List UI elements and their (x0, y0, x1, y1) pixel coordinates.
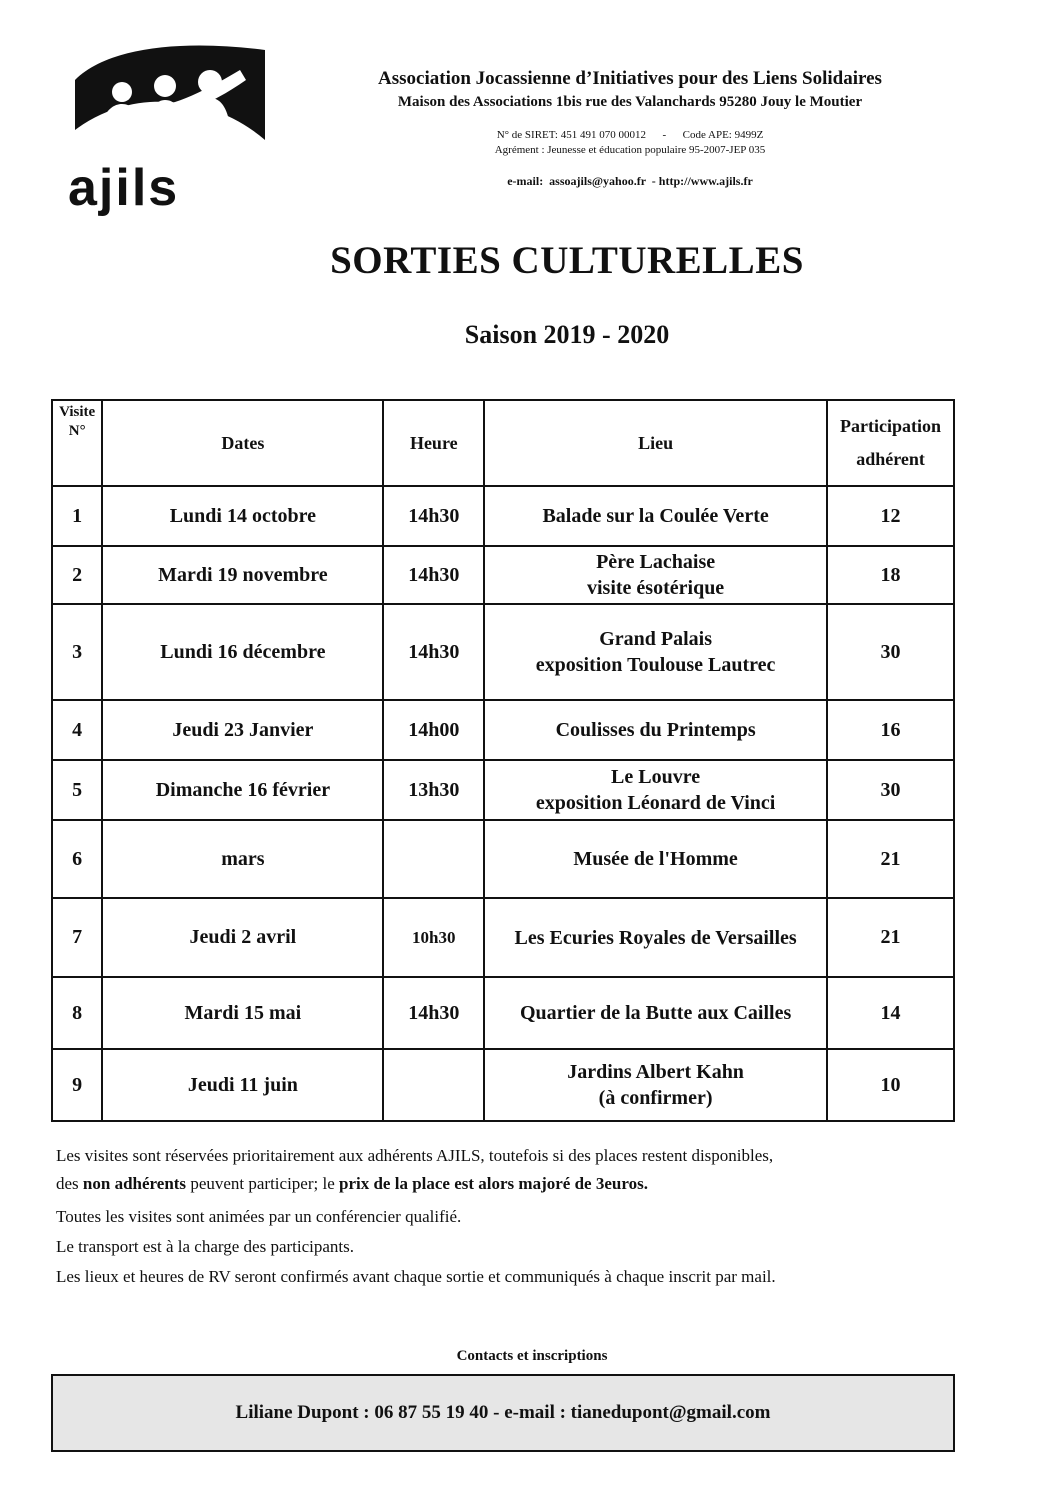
cell-lieu (484, 604, 827, 700)
cell-participation: 16 (827, 700, 954, 760)
cell-visit-number: 3 (52, 604, 102, 700)
cell-date: Mardi 19 novembre (102, 546, 383, 604)
people-logo-icon (70, 40, 270, 160)
cell-visit-number: 9 (52, 1049, 102, 1121)
header-participation (827, 400, 954, 486)
cell-date: Mardi 15 mai (102, 977, 383, 1049)
organization-contact: e-mail: assoajils@yahoo.fr - http://www.ajils.fr (507, 174, 753, 188)
cell-participation: 30 (827, 604, 954, 700)
contact-line: Liliane Dupont : 06 87 55 19 40 - e-mail : tianedupont@gmail.com (235, 1402, 771, 1423)
lieu-line-1: Coulisses du Printemps (555, 719, 756, 741)
cell-heure: 10h30 (383, 898, 484, 977)
cell-date: Jeudi 23 Janvier (102, 700, 383, 760)
lieu-line-1: Jardins Albert Kahn (567, 1061, 744, 1083)
cell-visit-number: 7 (52, 898, 102, 977)
note-line-1a: Les visites sont réservées prioritairement aux adhérents AJILS, toutefois si des places restent disponibles, (56, 1146, 774, 1165)
header-visite (52, 400, 102, 486)
organization-name: Association Jocassienne d’Initiatives pour des Liens Solidaires (378, 68, 882, 89)
cell-date: Lundi 16 décembre (102, 604, 383, 700)
cell-heure: 14h30 (383, 604, 484, 700)
header-visite-line1: Visite (59, 404, 96, 420)
table-row (52, 604, 954, 700)
organization-agrement: Agrément : Jeunesse et éducation populaire 95-2007-JEP 035 (494, 144, 766, 156)
contacts-label: Contacts et inscriptions (456, 1348, 608, 1364)
visits-table (51, 399, 955, 1122)
note-line-1b (56, 1170, 956, 1198)
cell-participation: 12 (827, 486, 954, 546)
lieu-line-2: (à confirmer) (598, 1087, 713, 1109)
cell-heure: 14h30 (383, 486, 484, 546)
cell-visit-number: 2 (52, 546, 102, 604)
cell-visit-number: 4 (52, 700, 102, 760)
cell-lieu (484, 546, 827, 604)
cell-heure (383, 820, 484, 898)
page-title: SORTIES CULTURELLES (330, 239, 804, 282)
table-row (52, 760, 954, 820)
page-subtitle: Saison 2019 - 2020 (464, 320, 670, 349)
note-text: peuvent participer; le (186, 1174, 339, 1193)
cell-heure: 14h00 (383, 700, 484, 760)
table-header-row (52, 400, 954, 486)
lieu-line-1: Quartier de la Butte aux Cailles (519, 1002, 792, 1024)
cell-lieu (484, 760, 827, 820)
notes-section (56, 1142, 956, 1292)
lieu-line-2: visite ésotérique (587, 577, 725, 599)
cell-visit-number: 1 (52, 486, 102, 546)
cell-heure: 13h30 (383, 760, 484, 820)
header-visite-line2: N° (68, 423, 86, 439)
cell-date: mars (102, 820, 383, 898)
header-participation-line2: adhérent (856, 449, 925, 469)
cell-participation: 21 (827, 820, 954, 898)
cell-lieu (484, 700, 827, 760)
cell-participation: 30 (827, 760, 954, 820)
table-row (52, 546, 954, 604)
cell-participation: 14 (827, 977, 954, 1049)
table-row (52, 977, 954, 1049)
note-line-2: Toutes les visites sont animées par un conférencier qualifié. (56, 1207, 462, 1226)
cell-visit-number: 8 (52, 977, 102, 1049)
organization-siret: N° de SIRET: 451 491 070 00012 - Code APE: 9499Z (496, 129, 764, 141)
note-bold-price: prix de la place est alors majoré de 3euros. (339, 1174, 648, 1193)
contact-box (51, 1374, 955, 1452)
cell-lieu (484, 977, 827, 1049)
table-row (52, 1049, 954, 1121)
lieu-line-1: Père Lachaise (596, 551, 716, 573)
cell-lieu (484, 486, 827, 546)
lieu-line-1: Le Louvre (611, 766, 701, 788)
lieu-line-1: Balade sur la Coulée Verte (542, 505, 769, 527)
cell-visit-number: 5 (52, 760, 102, 820)
note-text: des (56, 1174, 83, 1193)
lieu-line-2: exposition Toulouse Lautrec (535, 654, 776, 676)
lieu-line-1: Musée de l'Homme (573, 848, 738, 870)
lieu-line-1: Grand Palais (599, 628, 712, 650)
note-bold-non-adherents: non adhérents (82, 1174, 187, 1193)
ajils-logo (68, 40, 270, 217)
cell-date: Lundi 14 octobre (102, 486, 383, 546)
logo-text: ajils (68, 159, 180, 217)
cell-date: Jeudi 2 avril (102, 898, 383, 977)
cell-heure (383, 1049, 484, 1121)
table-row (52, 898, 954, 977)
cell-lieu (484, 1049, 827, 1121)
cell-lieu (484, 820, 827, 898)
cell-participation: 21 (827, 898, 954, 977)
table-row (52, 700, 954, 760)
cell-date: Jeudi 11 juin (102, 1049, 383, 1121)
note-line-3: Le transport est à la charge des participants. (56, 1237, 355, 1256)
note-line-4: Les lieux et heures de RV seront confirmés avant chaque sortie et communiqués à chaque inscrit par mail. (56, 1267, 776, 1286)
header-participation-line1: Participation (840, 416, 942, 436)
cell-heure: 14h30 (383, 977, 484, 1049)
cell-participation: 10 (827, 1049, 954, 1121)
cell-participation: 18 (827, 546, 954, 604)
organization-address: Maison des Associations 1bis rue des Valanchards 95280 Jouy le Moutier (397, 94, 863, 110)
cell-heure: 14h30 (383, 546, 484, 604)
cell-visit-number: 6 (52, 820, 102, 898)
header-lieu: Lieu (484, 400, 827, 486)
table-row (52, 486, 954, 546)
lieu-line-1: Les Ecuries Royales de Versailles (514, 926, 797, 949)
lieu-line-2: exposition Léonard de Vinci (535, 792, 776, 814)
header-heure: Heure (383, 400, 484, 486)
cell-lieu (484, 898, 827, 977)
header-dates: Dates (102, 400, 383, 486)
table-row (52, 820, 954, 898)
cell-date: Dimanche 16 février (102, 760, 383, 820)
